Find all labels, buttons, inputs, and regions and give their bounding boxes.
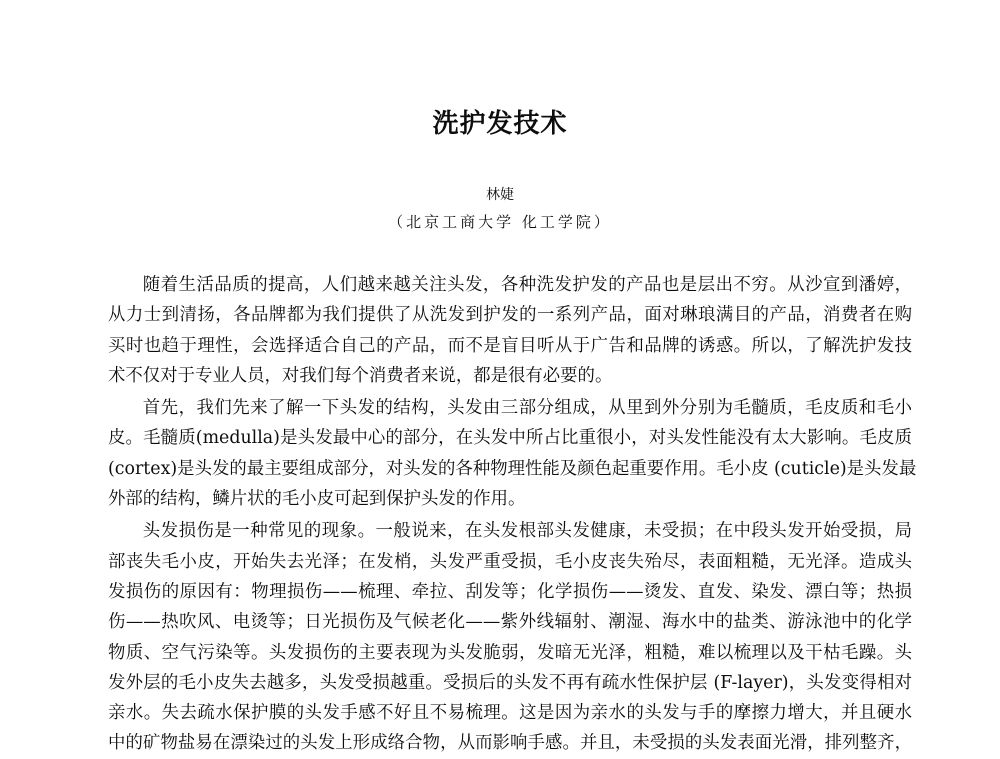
paragraph-3-line-2: 部丧失毛小皮，开始失去光泽；在发梢，头发严重受损，毛小皮丧失殆尽，表面粗糙，无光泽。造成头 — [108, 551, 912, 572]
paragraph-1-line-1: 随着生活品质的提高，人们越来越关注头发，各种洗发护发的产品也是层出不穷。从沙宣到潘婷， — [142, 275, 912, 295]
paragraph-1-line-3: 买时也趋于理性，会选择适合自己的产品，而不是盲目听从于广告和品牌的诱惑。所以，了解洗护发技 — [108, 335, 912, 356]
paragraph-3-line-1: 头发损伤是一种常见的现象。一般说来，在头发根部头发健康，未受损；在中段头发开始受损，局 — [142, 521, 912, 542]
author-name: 林婕 — [486, 187, 514, 203]
document-title: 洗护发技术 — [432, 109, 568, 139]
paragraph-2-line-3: (cortex)是头发的最主要组成部分，对头发的各种物理性能及颜色起重要作用。毛小皮 (cuticle)是头发最 — [108, 458, 917, 479]
paragraph-2 — [108, 393, 917, 514]
paragraph-3-line-7: 亲水。失去疏水保护膜的头发手感不好且不易梳理。这是因为亲水的头发与手的摩擦力增大，并且硬水 — [108, 703, 912, 724]
author-affiliation: （北京工商大学 化工学院） — [388, 213, 612, 231]
paragraph-3-line-4: 伤——热吹风、电烫等；日光损伤及气候老化——紫外线辐射、潮湿、海水中的盐类、游泳池中的化学 — [108, 612, 912, 633]
paragraph-3 — [108, 516, 912, 758]
paragraph-3-line-5: 物质、空气污染等。头发损伤的主要表现为头发脆弱，发暗无光泽，粗糙，难以梳理以及干枯毛躁。头 — [108, 642, 912, 663]
paragraph-3-line-3: 发损伤的原因有：物理损伤——梳理、牵拉、刮发等；化学损伤——烫发、直发、染发、漂白等；热损 — [108, 581, 912, 602]
paragraph-2-line-2: 皮。毛髓质(medulla)是头发最中心的部分，在头发中所占比重很小，对头发性能没有太大影响。毛皮质 — [108, 428, 912, 449]
paragraph-2-line-1: 首先，我们先来了解一下头发的结构，头发由三部分组成，从里到外分别为毛髓质，毛皮质和毛小 — [142, 398, 912, 419]
paragraph-1 — [108, 270, 912, 391]
paragraph-3-line-6: 发外层的毛小皮失去越多，头发受损越重。受损后的头发不再有疏水性保护层 (F-layer)，头发变得相对 — [108, 672, 912, 693]
paragraph-1-line-2: 从力士到清扬，各品牌都为我们提供了从洗发到护发的一系列产品，面对琳琅满目的产品，消费者在购 — [108, 305, 912, 326]
body-text — [108, 270, 917, 759]
paragraph-1-line-4: 术不仅对于专业人员，对我们每个消费者来说，都是很有必要的。 — [108, 365, 613, 386]
paragraph-2-line-4: 外部的结构，鳞片状的毛小皮可起到保护头发的作用。 — [108, 489, 526, 510]
paragraph-3-line-8: 中的矿物盐易在漂染过的头发上形成络合物，从而影响手感。并且，未受损的头发表面光滑，排列整齐， — [108, 733, 912, 754]
